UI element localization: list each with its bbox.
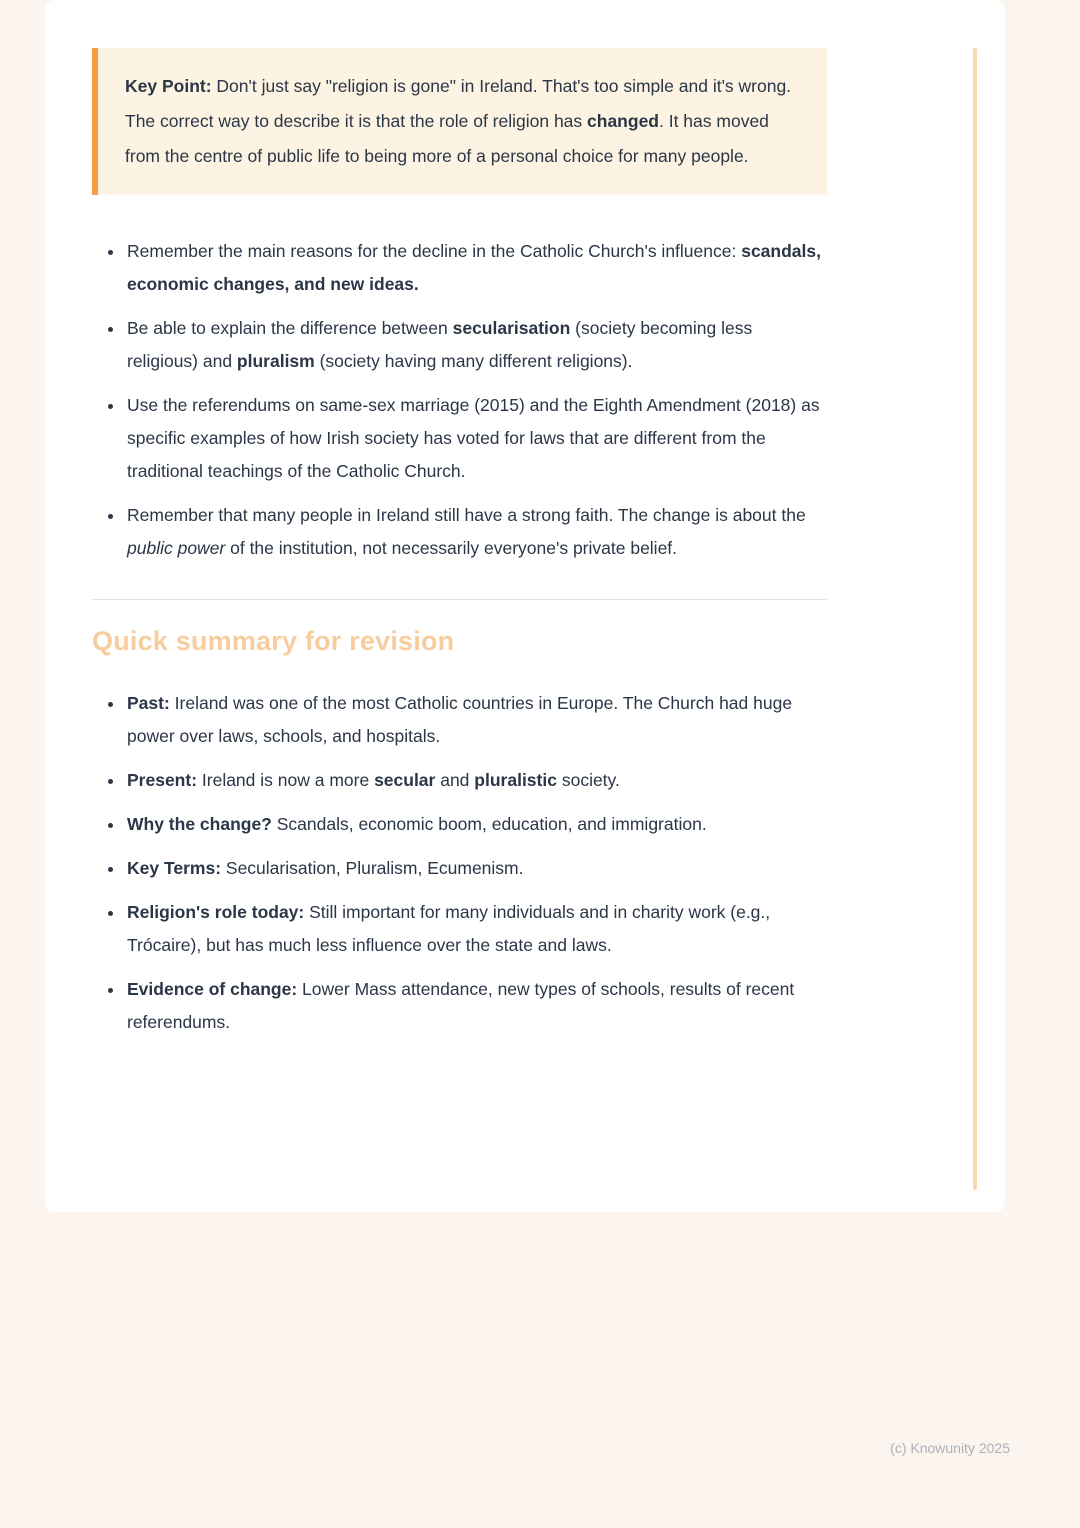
list-item-text: Use the referendums on same-sex marriage (2015) and the Eighth Amendment (2018) as specific examples of how Irish society has voted for laws that are different from the traditional teachings of the Catholic Church. bbox=[127, 395, 820, 481]
page-scrollbar[interactable] bbox=[973, 48, 977, 1190]
list-item-text: Remember the main reasons for the decline in the Catholic Church's influence: scandals, economic changes, and new ideas. bbox=[127, 241, 821, 294]
exam-tips-list bbox=[92, 235, 827, 565]
list-item bbox=[125, 499, 827, 565]
list-item-text: Remember that many people in Ireland still have a strong faith. The change is about the public power of the institution, not necessarily everyone's private belief. bbox=[127, 505, 806, 558]
key-point-text: Key Point: Don't just say "religion is gone" in Ireland. That's too simple and it's wrong. The correct way to describe it is that the role of religion has changed. It has moved from the centre of public life to being more of a personal choice for many people. bbox=[125, 76, 792, 166]
list-item-text: Be able to explain the difference between secularisation (society becoming less religious) and pluralism (society having many different religions). bbox=[127, 318, 753, 371]
list-item bbox=[125, 687, 827, 753]
list-item-text: Present: Ireland is now a more secular and pluralistic society. bbox=[127, 770, 620, 790]
list-item-text: Why the change? Scandals, economic boom, education, and immigration. bbox=[127, 814, 707, 834]
list-item bbox=[125, 973, 827, 1039]
section-heading: Quick summary for revision bbox=[92, 626, 455, 656]
list-item-text: Past: Ireland was one of the most Catholic countries in Europe. The Church had huge power over laws, schools, and hospitals. bbox=[127, 693, 793, 746]
list-item bbox=[125, 389, 827, 488]
copyright-text: (c) Knowunity 2025 bbox=[890, 1440, 1010, 1456]
list-item bbox=[125, 852, 827, 885]
list-item-text: Evidence of change: Lower Mass attendance, new types of schools, results of recent referendums. bbox=[127, 979, 795, 1032]
revision-summary-list bbox=[92, 687, 827, 1039]
notes-page bbox=[45, 0, 1005, 1212]
list-item bbox=[125, 312, 827, 378]
list-item bbox=[125, 235, 827, 301]
list-item bbox=[125, 896, 827, 962]
section-divider bbox=[92, 599, 827, 600]
list-item bbox=[125, 764, 827, 797]
list-item bbox=[125, 808, 827, 841]
key-point-callout bbox=[92, 48, 827, 195]
list-item-text: Key Terms: Secularisation, Pluralism, Ecumenism. bbox=[127, 858, 524, 878]
list-item-text: Religion's role today: Still important for many individuals and in charity work (e.g., Trócaire), but has much less influence over the state and laws. bbox=[127, 902, 771, 955]
